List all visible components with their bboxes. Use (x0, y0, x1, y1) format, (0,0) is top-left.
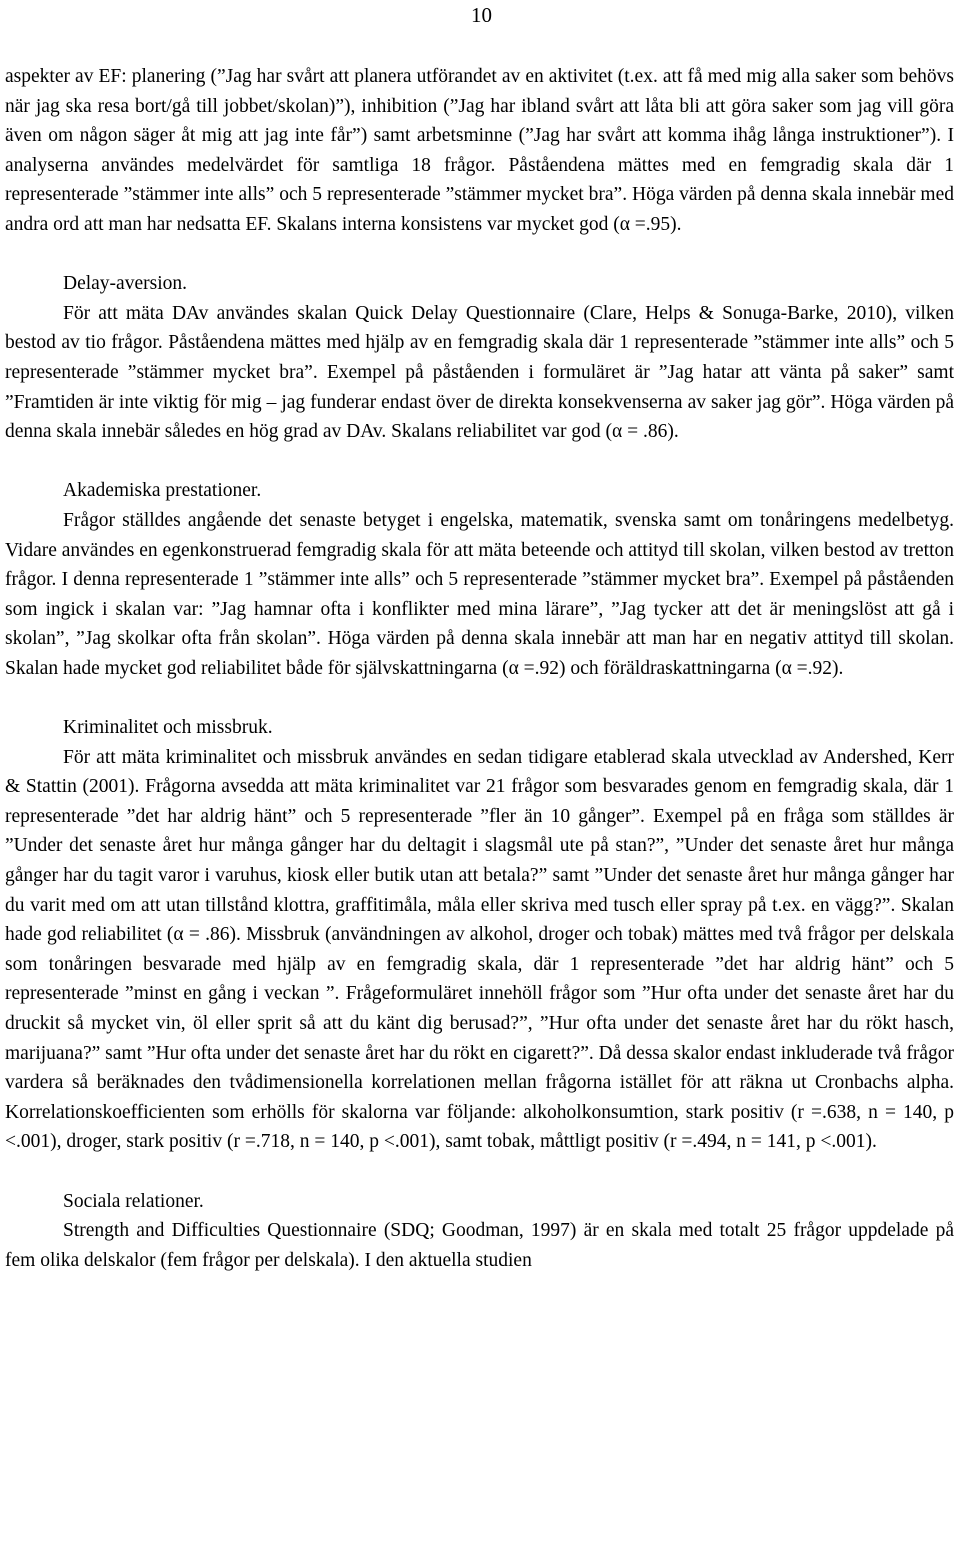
heading-academic-performance: Akademiska prestationer. (63, 480, 262, 502)
page-number: 10 (471, 3, 492, 27)
section-spacer (5, 1157, 954, 1187)
paragraph-crime-and-substance-use: För att mäta kriminalitet och missbruk användes en sedan tidigare etablerad skala utvecklad av Andershed, Kerr & Stattin (2001). Frågorna avsedda att mäta kriminalitet var 21 frågor som besvarades genom en femgradig skala, där 1 representerade ”det har aldrig hänt” och 5 representerade ”fler än 10 gånger”. Exempel på en fråga som ställdes är ”Under det senaste året hur många gånger har du deltagit i slagsmål ute på stan?”, ”Under det senaste året hur många gånger har du tagit varor i varuhus, kiosk eller butik utan att betala?” samt ”Under det senaste året hur många gånger har du varit med om att utan tillstånd klottra, graffitimåla, måla eller skriva med tusch eller spray på t.ex. en vägg?”. Skalan hade god reliabilitet (α = .86). Missbruk (användningen av alkohol, droger och tobak) mättes med två frågor per delskala som tonåringen besvarade med hjälp av en femgradig skala, där 1 representerade ”det har aldrig hänt” och 5 representerade ”minst en gång i veckan ”. Frågeformuläret innehöll frågor som ”Hur ofta under det senaste året har du druckit så mycket vin, öl eller sprit så att du känt dig berusad?”, ”Hur ofta under det senaste året har du rökt hasch, marijuana?” samt ”Hur ofta under det senaste året har du rökt en cigarett?”. Då dessa skalor endast inkluderade två frågor vardera så beräknades den tvådimensionella korrelationen mellan frågorna istället för att räkna ut Cronbachs alpha. Korrelationskoefficienten som erhölls för skalorna var följande: alkoholkonsumtion, stark positiv (r =.638, n = 140, p <.001), droger, stark positiv (r =.718, n = 140, p <.001), samt tobak, måttligt positiv (r =.494, n = 141, p <.001). (5, 746, 954, 1153)
section-spacer (5, 447, 954, 477)
heading-crime-and-substance-use: Kriminalitet och missbruk. (63, 717, 273, 739)
paragraph-social-relations: Strength and Difficulties Questionnaire (SDQ; Goodman, 1997) är en skala med totalt 25 frågor uppdelade på fem olika delskalor (fem frågor per delskala). I den aktuella studien (5, 1220, 954, 1271)
heading-delay-aversion: Delay-aversion. (63, 273, 187, 295)
section-spacer (5, 240, 954, 270)
section-spacer (5, 683, 954, 713)
heading-social-relations: Sociala relationer. (63, 1190, 204, 1212)
paragraph-academic-performance: Frågor ställdes angående det senaste betyget i engelska, matematik, svenska samt om tonåringens medelbetyg. Vidare användes en egenkonstruerad femgradig skala för att mäta beteende och attityd till skolan, vilken bestod av tretton frågor. I denna representerade 1 ”stämmer inte alls” och 5 representerade ”stämmer mycket bra”. Exempel på påståenden som ingick i skalan var: ”Jag hamnar ofta i konflikter med mina lärare”, ”Jag tycker att det är meningslöst att gå i skolan”, ”Jag skolkar ofta från skolan”. Höga värden på denna skala innebär att man har en negativ attityd till skolan. Skalan hade mycket god reliabilitet både för självskattningarna (α =.92) och föräldraskattningarna (α =.92). (5, 509, 954, 679)
paragraph-ef-continued: aspekter av EF: planering (”Jag har svårt att planera utförandet av en aktivitet (t.ex. att få med mig alla saker som behövs när jag ska resa bort/gå till jobbet/skolan)”), inhibition (”Jag har ibland svårt att låta bli att göra saker som jag vill göra även om någon säger åt mig att jag inte får”) samt arbetsminne (”Jag har svårt att komma ihåg långa instruktioner”). I analyserna användes medelvärdet för samtliga 18 frågor. Påståendena mättes med en femgradig skala där 1 representerade ”stämmer inte alls” och 5 representerade ”stämmer mycket bra”. Höga värden på denna skala innebär med andra ord att man har nedsatta EF. Skalans interna konsistens var mycket god (α =.95). (5, 66, 954, 235)
paragraph-delay-aversion: För att mäta DAv användes skalan Quick Delay Questionnaire (Clare, Helps & Sonuga-Barke, 2010), vilken bestod av tio frågor. Påståendena mättes med hjälp av en femgradig skala där 1 representerade ”stämmer inte alls” och 5 representerade ”stämmer mycket bra”. Exempel på påståenden i formuläret är ”Jag hatar att vänta på saker” samt ”Framtiden är inte viktig för mig – jag funderar endast över de direkta konsekvenserna av saker jag gör”. Höga värden på denna skala innebär således en hög grad av DAv. Skalans reliabilitet var god (α = .86). (5, 302, 954, 443)
